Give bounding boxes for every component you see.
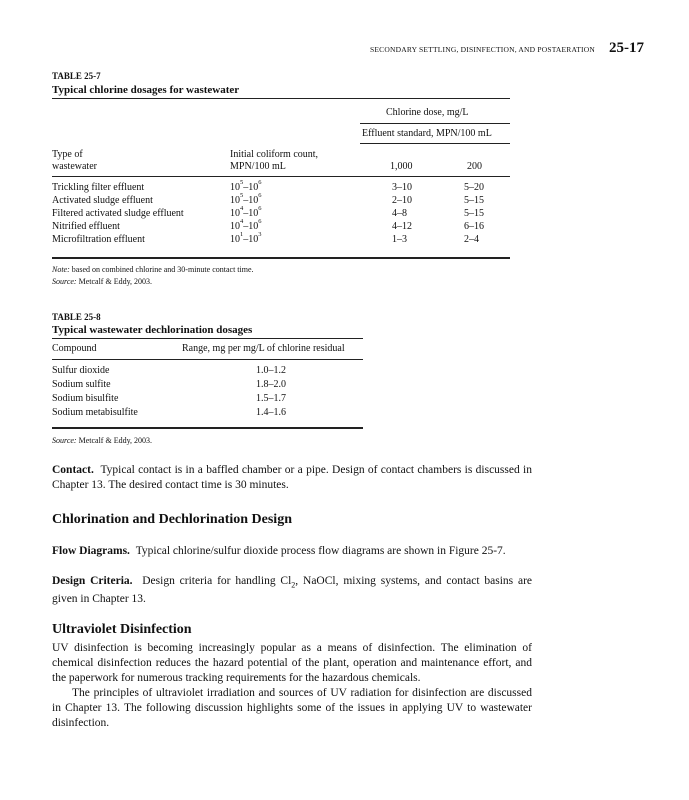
- table1-row-type: Nitrified effluent: [52, 221, 120, 232]
- table1-row-count-base-hi: 10: [248, 182, 259, 193]
- table1-row-dose-200: 6–16: [464, 221, 484, 232]
- table2-source: [52, 436, 152, 445]
- criteria-paragraph: [52, 574, 532, 607]
- table1-label: TABLE 25-7: [52, 71, 101, 81]
- contact-lead: Contact.: [52, 464, 94, 476]
- table1-note-text: based on combined chlorine and 30-minute contact time.: [71, 265, 254, 274]
- table2-row-range: 1.8–2.0: [256, 379, 286, 390]
- table1-row-count: $10^4-10^6$: [230, 218, 262, 232]
- table1-row-count-base-hi: 10: [248, 234, 259, 245]
- table1-col3-header: 1,000: [390, 161, 413, 172]
- table1-title: Typical chlorine dosages for wastewater: [52, 84, 240, 96]
- table1-row-count-exp-hi: 6: [258, 179, 262, 186]
- table1-subgroup-header: Effluent standard, MPN/100 mL: [362, 128, 492, 139]
- table2-label: TABLE 25-8: [52, 312, 101, 322]
- table1-row-dose-200: 5–15: [464, 208, 484, 219]
- table1-source: [52, 277, 152, 286]
- table1-row-dose-1000: 3–10: [392, 182, 412, 193]
- table1-row-count-exp-lo: 5: [240, 179, 244, 186]
- table2-row-range: 1.4–1.6: [256, 407, 286, 418]
- table1-row-count-exp-lo: 4: [240, 218, 244, 225]
- table1-row-count-base-lo: 10: [230, 221, 240, 232]
- criteria-subscript: 2: [291, 580, 296, 590]
- table2-row-range: 1.0–1.2: [256, 365, 286, 376]
- table1-row-count-exp-hi: 6: [258, 205, 262, 212]
- table2-title: Typical wastewater dechlorination dosages: [52, 324, 253, 336]
- table1-col1-header-line2: wastewater: [52, 161, 97, 172]
- criteria-text-before: Design criteria for handling Cl: [142, 575, 292, 587]
- table1-note-label: Note:: [52, 265, 70, 274]
- contact-text: Typical contact is in a baffled chamber or a pipe. Design of contact chambers is discussed in Chapter 13. The desired contact time is 30 minutes.: [52, 464, 532, 491]
- section-heading-chlorination: Chlorination and Dechlorination Design: [52, 512, 292, 527]
- table2-row-compound: Sodium sulfite: [52, 379, 111, 390]
- table2-row-range: 1.5–1.7: [256, 393, 286, 404]
- table1-group-header: Chlorine dose, mg/L: [386, 107, 469, 118]
- table1-row-type: Filtered activated sludge effluent: [52, 208, 184, 219]
- table1-col1-header-line1: Type of: [52, 149, 83, 160]
- section-heading-uv: Ultraviolet Disinfection: [52, 622, 192, 637]
- table1-row-count: $10^1-10^3$: [230, 231, 262, 245]
- table2-source-label: Source:: [52, 436, 77, 445]
- table1-row-count-base-lo: 10: [230, 195, 240, 206]
- table2: [52, 338, 363, 430]
- table1-col2-header-line1: Initial coliform count,: [230, 149, 319, 160]
- contact-paragraph: [52, 463, 532, 493]
- table1-row-count: $10^5-10^6$: [230, 179, 262, 193]
- flow-lead: Flow Diagrams.: [52, 545, 130, 557]
- table1-row-count-exp-hi: 3: [258, 231, 262, 238]
- table1-row-count-exp-lo: 4: [240, 205, 244, 212]
- table1-row-count-exp-lo: 5: [240, 192, 244, 199]
- table1-row-dose-200: 5–20: [464, 182, 484, 193]
- table2-top-rule: [52, 338, 363, 339]
- table2-row-compound: Sulfur dioxide: [52, 365, 110, 376]
- table2-source-text: Metcalf & Eddy, 2003.: [78, 436, 153, 445]
- table1: [52, 98, 510, 258]
- running-header: [370, 40, 644, 57]
- table1-row-count-base-lo: 10: [230, 182, 240, 193]
- table1-subgroup-rule: [360, 143, 510, 144]
- table1-row-type: Microfiltration effluent: [52, 234, 145, 245]
- criteria-lead: Design Criteria.: [52, 575, 133, 587]
- table1-row-count-exp-lo: 1: [240, 231, 244, 238]
- table1-group-rule: [360, 123, 510, 124]
- table1-source-label: Source:: [52, 277, 77, 286]
- page-number: 25-17: [609, 40, 644, 56]
- table1-row-count: $10^4-10^6$: [230, 205, 262, 219]
- table1-row-dose-1000: 4–12: [392, 221, 412, 232]
- table2-row-compound: Sodium metabisulfite: [52, 407, 138, 418]
- table1-note: [52, 265, 254, 274]
- table1-row-dose-200: 2–4: [464, 234, 479, 245]
- table1-header-rule: [52, 176, 510, 177]
- table1-row-count-base-hi: 10: [248, 208, 259, 219]
- table2-bottom-rule: [52, 427, 363, 429]
- uv-paragraph-2: The principles of ultraviolet irradiation and sources of UV radiation for disinfection are discussed in Chapter 13. The following discussion highlights some of the issues in applying UV to wastewater disinfection.: [52, 687, 532, 729]
- flow-paragraph: [52, 544, 532, 559]
- table1-row-type: Activated sludge effluent: [52, 195, 153, 206]
- table2-col2-header: Range, mg per mg/L of chlorine residual: [182, 343, 345, 354]
- table2-header-rule: [52, 359, 363, 360]
- table1-row-count-base-lo: 10: [230, 234, 240, 245]
- table1-row-count-base-hi: 10: [248, 195, 259, 206]
- table1-row-count-base-hi: 10: [248, 221, 259, 232]
- table1-row-count-exp-hi: 6: [258, 192, 262, 199]
- table1-top-rule: [52, 98, 510, 99]
- table1-row-dose-1000: 4–8: [392, 208, 407, 219]
- table1-col2-header-line2: MPN/100 mL: [230, 161, 286, 172]
- table1-row-count: $10^5-10^6$: [230, 192, 262, 206]
- flow-text: Typical chlorine/sulfur dioxide process flow diagrams are shown in Figure 25-7.: [135, 545, 506, 557]
- table1-row-count-base-lo: 10: [230, 208, 240, 219]
- table1-row-dose-200: 5–15: [464, 195, 484, 206]
- table1-row-dose-1000: 2–10: [392, 195, 412, 206]
- running-title: SECONDARY SETTLING, DISINFECTION, AND POSTAERATION: [370, 45, 595, 54]
- table2-col1-header: Compound: [52, 343, 97, 354]
- uv-paragraph-1: UV disinfection is becoming increasingly popular as a means of disinfection. The elimination of chemical disinfection reduces the hazard potential of the plant, operation and maintenance effort, and the paperwork for numerous tracking requirements for the hazardous chemicals.: [52, 642, 532, 684]
- table1-source-text: Metcalf & Eddy, 2003.: [78, 277, 153, 286]
- table2-row-compound: Sodium bisulfite: [52, 393, 119, 404]
- table1-row-dose-1000: 1–3: [392, 234, 407, 245]
- table1-col4-header: 200: [467, 161, 482, 172]
- table1-row-count-exp-hi: 6: [258, 218, 262, 225]
- table1-bottom-rule: [52, 257, 510, 259]
- table1-row-type: Trickling filter effluent: [52, 182, 145, 193]
- criteria-text-after: , NaOCl, mixing systems, and contact basins are given in Chapter 13.: [52, 575, 533, 606]
